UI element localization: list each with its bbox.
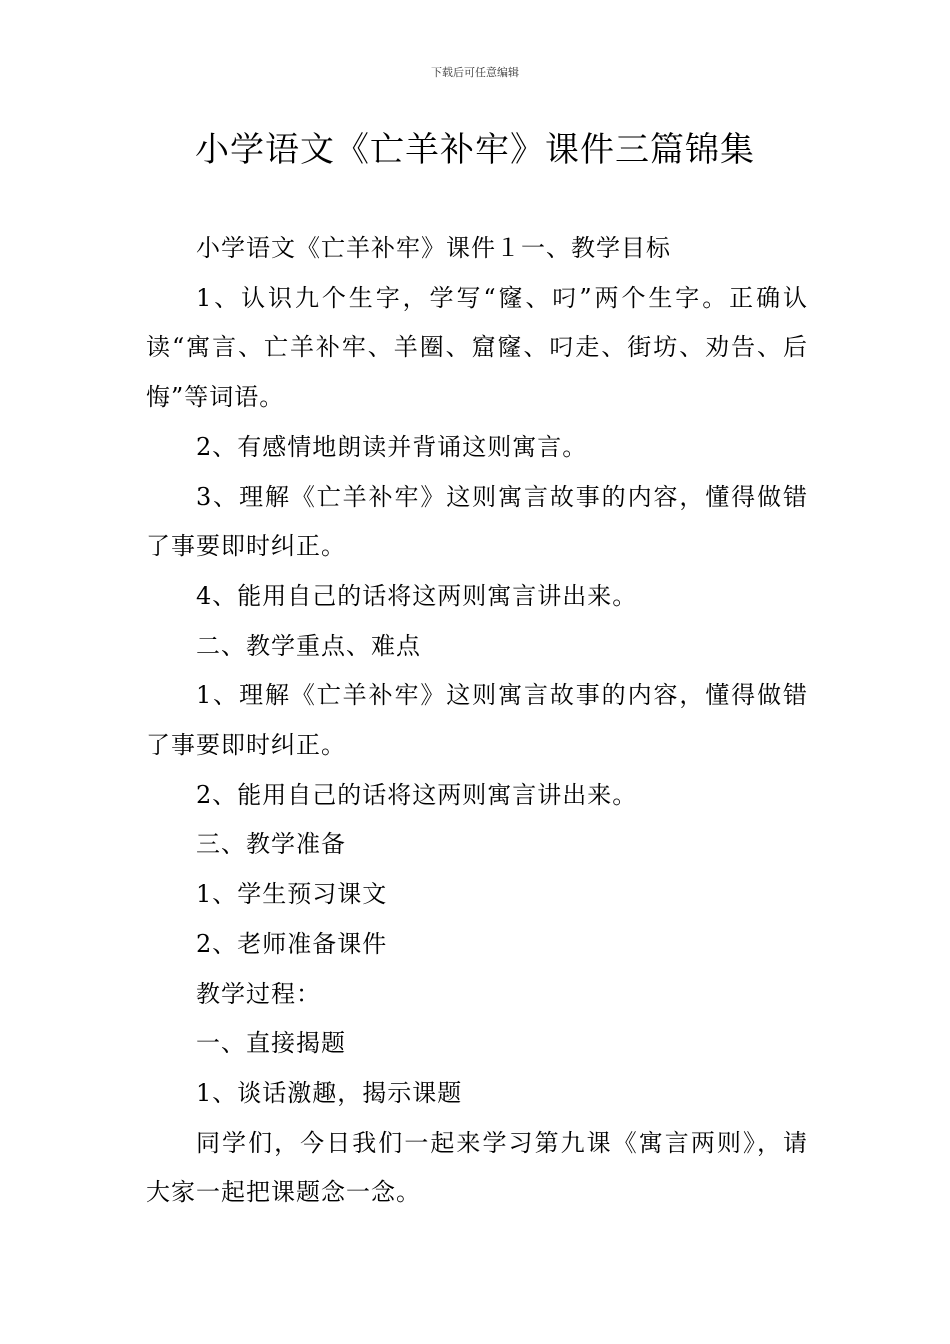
paragraph: 2、能用自己的话将这两则寓言讲出来。 xyxy=(196,780,638,809)
paragraph: 1、理解《亡羊补牢》这则寓言故事的内容，懂得做错了事要即时纠正。 xyxy=(146,681,808,760)
document-title: 小学语文《亡羊补牢》课件三篇锦集 xyxy=(195,130,755,170)
paragraph: 1、谈话激趣，揭示课题 xyxy=(196,1078,463,1107)
document-body xyxy=(146,224,808,1218)
paragraph: 4、能用自己的话将这两则寓言讲出来。 xyxy=(196,581,638,610)
header-note: 下载后可任意编辑 xyxy=(431,66,519,79)
paragraph: 同学们，今日我们一起来学习第九课《寓言两则》，请大家一起把课题念一念。 xyxy=(146,1128,808,1207)
paragraph: 2、老师准备课件 xyxy=(196,929,388,958)
paragraph: 三、教学准备 xyxy=(196,830,346,859)
paragraph: 3、理解《亡羊补牢》这则寓言故事的内容，懂得做错了事要即时纠正。 xyxy=(146,482,808,561)
paragraph: 1、学生预习课文 xyxy=(196,880,388,909)
paragraph: 2、有感情地朗读并背诵这则寓言。 xyxy=(196,432,588,461)
paragraph: 教学过程： xyxy=(196,979,321,1008)
paragraph: 1、认识九个生字，学写“窿、叼”两个生字。正确认读“寓言、亡羊补牢、羊圈、窟窿、叼走、街坊、劝告、后悔”等词语。 xyxy=(146,283,808,412)
paragraph: 一、直接揭题 xyxy=(196,1029,346,1058)
paragraph: 小学语文《亡羊补牢》课件１一、教学目标 xyxy=(196,234,671,262)
paragraph: 二、教学重点、难点 xyxy=(196,631,421,660)
